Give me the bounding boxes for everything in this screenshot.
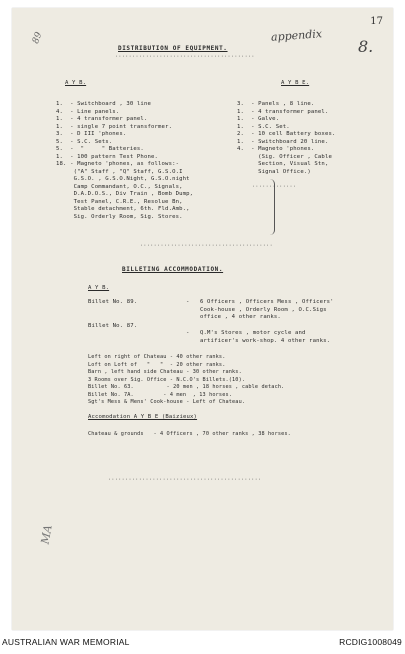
billeting-title: BILLETING ACCOMMODATION. [122,266,224,273]
equipment-line: 3. - Panels , 8 line. [237,101,315,107]
equipment-line: 1. - 4 transformer panel. [237,108,329,115]
billeting-line: Barn , left hand side Chateau - 30 other ranks. [88,369,242,375]
billeting-line: Billet No. 7A. - 4 men , 13 horses. [88,391,233,398]
billeting-heading: A Y B. [88,285,110,291]
equipment-line: Section, Visual Stn, [237,161,329,167]
billeting-line: 3 Rooms over Sig. Office - N.C.O's Billets.(10). [88,376,246,383]
billeting-line: Sgt's Mess & Mens' Cook-house - Left of Chateau. [88,399,246,405]
page-title: DISTRIBUTION OF EQUIPMENT. [118,45,228,52]
equipment-line: 4. - Magneto 'phones. [237,146,315,152]
billet-detail-line: artificer's work-shop. 4 other ranks. [200,337,331,344]
right-dotted-divider: ············· [252,184,297,190]
billeting-line: Left on right of Chateau - 40 other ranks. [88,354,226,360]
equipment-line: 5. - S.C. Sets. [56,138,113,145]
equipment-line: 1. - Switchboard , 30 line [56,101,151,107]
equipment-right-heading: A Y B E. [281,80,310,86]
billet-detail-line: office , 4 other ranks. [200,314,281,320]
title-dotted-divider: ········································· [115,54,255,60]
equipment-line: Test Panel, C.R.E., Resolue Bn, [56,198,183,205]
billet-details [200,299,334,322]
equipment-right-list [237,101,336,176]
footer-archive-name: AUSTRALIAN WAR MEMORIAL [2,637,130,647]
billet-label: Billet No. 89. [88,299,138,305]
equipment-line: 1. - single 7 point transformer. [56,123,173,130]
equipment-left-heading: A Y B. [65,80,87,86]
billet-details [200,330,330,345]
document-page [12,8,393,630]
equipment-line: 18. - Magneto 'phones, as follows:- [56,161,180,167]
billeting-line: Billet No. 63. - 20 men , 18 horses , cable detach. [88,384,285,390]
equipment-line: Sig. Orderly Room, Sig. Stores. [56,213,183,220]
bottom-dotted-divider: ············································· [108,477,262,483]
equipment-line: 1. - S.C. Set. [237,123,290,130]
footer-record-id: RCDIG1008049 [339,637,402,647]
handwritten-appendix-number: 8. [358,37,374,56]
billet-detail-line: Cook-house , Orderly Room , O.C.Sigs [200,306,327,313]
equipment-line: Signal Office.) [237,168,311,175]
margin-signature: MA [38,523,55,546]
equipment-line: 5. - " " Batteries. [56,146,144,152]
equipment-line: 1. - 100 pattern Test Phone. [56,153,159,160]
equipment-line: (Sig. Officer , Cable [237,153,332,160]
equipment-line: Stable detachment, 6th. Fld.Amb., [56,206,190,212]
billeting-other-list [88,354,284,407]
equipment-line: 3. - D III 'phones. [56,131,127,137]
equipment-line: Camp Commandant, O.C., Signals, [56,183,183,190]
billet-detail-line: 6 Officers , Officers Mess , Officers' [200,299,334,305]
billet-dash: - [186,330,190,336]
billeting-line: Loft on Loft of " " - 20 other ranks. [88,361,226,368]
equipment-line: D.A.D.O.S., Div Train , Bomb Dump, [56,191,194,197]
aybe-accommodation-heading: Accomodation A Y B E (Baizieux) [88,414,198,420]
equipment-line: ("A" Staff , "Q" Staff, G.S.O.I [56,168,183,175]
equipment-line: 1. - Switchboard 20 line. [237,138,329,145]
equipment-line: 2. - 10 cell Battery boxes. [237,131,336,137]
handwritten-appendix: appendix [270,27,323,44]
margin-note: 89 [31,30,45,46]
billet-dash: - [186,299,190,305]
equipment-line: G.S.O. , G.S.O.Night, G.S.O.night [56,176,190,182]
billet-detail-line: Q.M's Stores , motor cycle and [200,330,306,336]
equipment-line: 1. - Galve. [237,116,280,122]
equipment-line: 1. - 4 transformer panel. [56,116,148,122]
page-number: 17 [370,16,383,27]
equipment-line: 4. - Line panels. [56,108,120,115]
section-dotted-divider: ······································· [140,243,273,249]
billet-label: Billet No. 87. [88,323,138,329]
chateau-line: Chateau & grounds - 4 Officers , 70 other ranks , 38 horses. [88,431,291,437]
equipment-left-list [56,101,193,221]
